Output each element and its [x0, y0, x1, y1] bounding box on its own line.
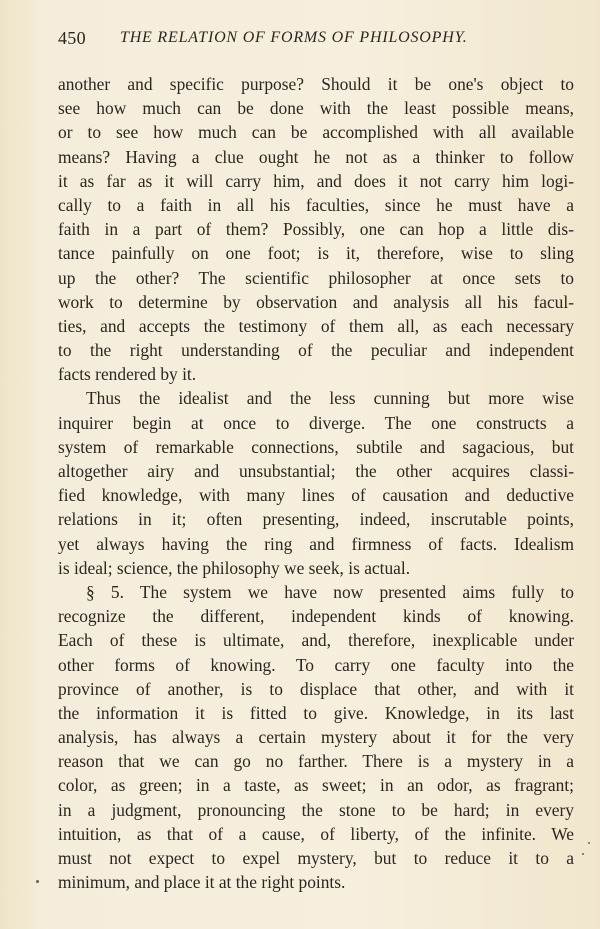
text-line: another and specific purpose? Should it be one's object to: [58, 74, 574, 94]
text-line: see how much can be done with the least possible means,: [58, 98, 574, 119]
text-line: Each of these is ultimate, and, therefore, inexplicable under: [58, 630, 574, 651]
paragraph-1: [58, 72, 574, 386]
text-line: Thus the idealist and the less cunning but more wise: [86, 388, 574, 409]
text-line: must not expect to expel mystery, but to reduce it to a: [58, 848, 574, 868]
text-line: province of another, is to displace that other, and with it: [58, 678, 574, 699]
text-line: altogether airy and unsubstantial; the other acquires classi-: [58, 461, 574, 481]
text-line: is ideal; science, the philosophy we seek, is actual.: [58, 557, 411, 578]
text-line: it as far as it will carry him, and does it not carry him logi-: [58, 170, 574, 191]
text-line: intuition, as that of a cause, of liberty, of the infinite. We: [58, 823, 574, 844]
text-line: work to determine by observation and analysis all his facul-: [58, 291, 574, 312]
page-number: 450: [58, 28, 86, 48]
text-line: ties, and accepts the testimony of them all, as each necessary: [58, 315, 574, 336]
text-line: faith in a part of them? Possibly, one can hop a little dis-: [58, 219, 574, 240]
text-line: reason that we can go no farther. There is a mystery in a: [58, 751, 574, 772]
text-line: up the other? The scientific philosopher at once sets to: [58, 267, 574, 288]
text-line: in a judgment, pronouncing the stone to be hard; in every: [58, 799, 574, 820]
text-line: to the right understanding of the peculiar and independent: [58, 340, 574, 361]
text-line: § 5. The system we have now presented aims fully to: [86, 581, 574, 602]
paragraph-3: [58, 580, 574, 894]
ink-speck: [582, 853, 584, 855]
text-line: cally to a faith in all his faculties, since he must have a: [58, 194, 574, 215]
text-line: relations in it; often presenting, indeed, inscrutable points,: [58, 509, 574, 530]
text-line: yet always having the ring and firmness of facts. Idealism: [58, 533, 574, 554]
page-header: [58, 28, 578, 54]
text-line: recognize the different, independent kinds of knowing.: [58, 606, 574, 627]
text-line: or to see how much can be accomplished with all available: [58, 122, 574, 143]
ink-speck: [36, 880, 39, 883]
text-line: other forms of knowing. To carry one faculty into the: [58, 654, 574, 675]
text-line: minimum, and place it at the right points.: [58, 872, 346, 893]
text-line: analysis, has always a certain mystery about it for the very: [58, 727, 574, 748]
text-line: facts rendered by it.: [58, 364, 197, 385]
text-line: tance painfully on one foot; is it, therefore, wise to sling: [58, 243, 574, 264]
text-line: fied knowledge, with many lines of causation and deductive: [58, 485, 574, 506]
text-line: inquirer begin at once to diverge. The one constructs a: [58, 412, 574, 433]
ink-speck: [588, 842, 590, 844]
text-line: system of remarkable connections, subtile and sagacious, but: [58, 436, 574, 457]
running-head: THE RELATION OF FORMS OF PHILOSOPHY.: [120, 29, 468, 46]
paragraph-2: [58, 386, 574, 580]
body-text: [58, 72, 574, 894]
text-line: the information it is fitted to give. Knowledge, in its last: [58, 702, 574, 723]
text-line: means? Having a clue ought he not as a thinker to follow: [58, 146, 574, 167]
text-line: color, as green; in a taste, as sweet; in an odor, as fragrant;: [58, 775, 574, 796]
